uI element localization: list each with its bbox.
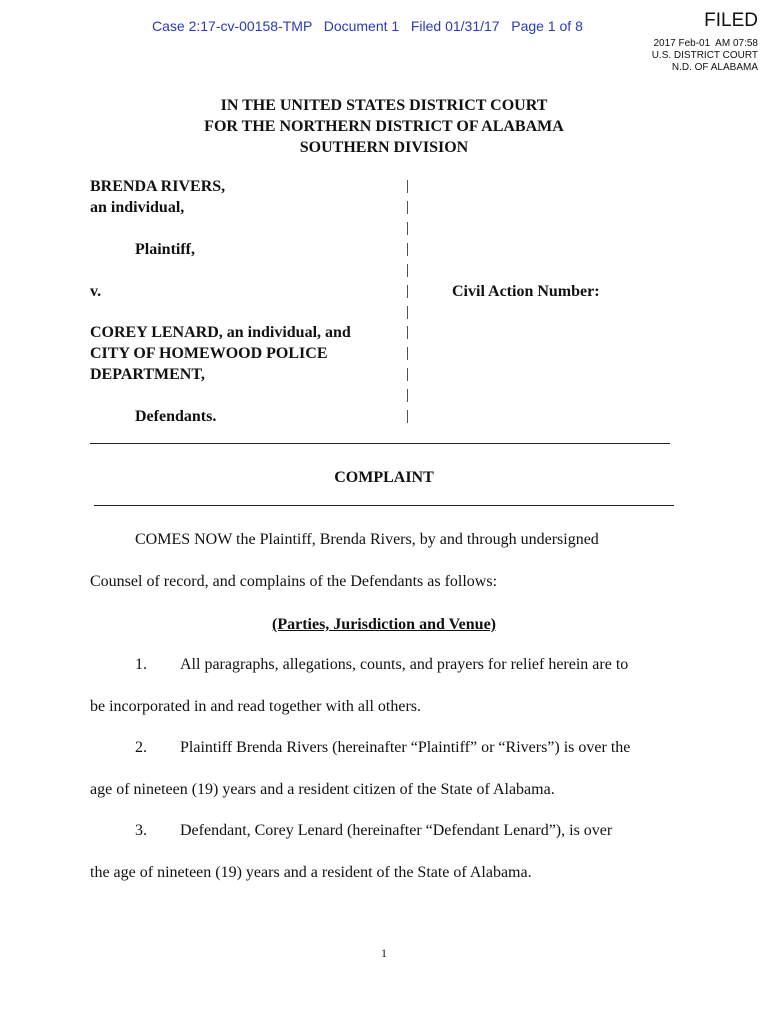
paragraph-1-line-2: be incorporated in and read together with all others. [90,698,421,715]
plaintiff-name: BRENDA RIVERS, [90,178,226,195]
court-heading-line-1: IN THE UNITED STATES DISTRICT COURT [220,97,548,114]
paragraph-2-line-1: Plaintiff Brenda Rivers (hereinafter “Plaintiff” or “Rivers”) is over the [180,739,631,756]
defendant-line-2: CITY OF HOMEWOOD POLICE [90,345,328,362]
intro-line-1: COMES NOW the Plaintiff, Brenda Rivers, by and through undersigned [135,531,599,548]
court-heading-line-2: FOR THE NORTHERN DISTRICT OF ALABAMA [204,118,564,135]
separator-bar: | [406,199,410,215]
filed-stamp-court: U.S. DISTRICT COURT [651,50,758,61]
plaintiff-role: Plaintiff, [135,241,195,258]
case-header-line: Case 2:17-cv-00158-TMP Document 1 Filed 01/31/17 Page 1 of 8 [152,18,583,34]
paragraph-3-line-1: Defendant, Corey Lenard (hereinafter “Defendant Lenard”), is over [180,822,613,839]
civil-action-number-label: Civil Action Number: [452,283,600,300]
filed-stamp-date: 2017 Feb-01 AM 07:58 [653,38,758,49]
paragraph-1-line-1: All paragraphs, allegations, counts, and prayers for relief herein are to [180,656,629,673]
document-title: COMPLAINT [334,469,434,486]
separator-bar: | [406,387,410,403]
separator-bar: | [406,366,410,382]
paragraph-number: 1. [135,656,147,673]
separator-bar: | [406,262,410,278]
defendant-line-3: DEPARTMENT, [90,366,205,383]
paragraph-number: 3. [135,822,147,839]
page-number: 1 [381,946,387,960]
separator-bar: | [406,324,410,340]
plaintiff-description: an individual, [90,199,185,216]
separator-bar: | [406,304,410,320]
paragraph-3-line-2: the age of nineteen (19) years and a resident of the State of Alabama. [90,864,532,881]
versus: v. [90,283,102,300]
separator-bar: | [406,283,410,299]
defendant-role: Defendants. [135,408,217,425]
defendant-line-1: COREY LENARD, an individual, and [90,324,351,341]
paragraph-number: 2. [135,739,147,756]
separator-bar: | [406,178,410,194]
filed-stamp [652,38,758,74]
caption-divider [90,443,670,444]
title-divider [94,505,674,506]
separator-bar: | [406,345,410,361]
court-heading [0,95,768,158]
court-heading-line-3: SOUTHERN DIVISION [299,139,469,156]
filed-stamp-district: N.D. OF ALABAMA [671,62,758,73]
separator-bar: | [406,408,410,424]
separator-bar: | [406,241,410,257]
separator-bar: | [406,220,410,236]
section-heading: (Parties, Jurisdiction and Venue) [271,616,496,633]
paragraph-2-line-2: age of nineteen (19) years and a resident citizen of the State of Alabama. [90,781,555,798]
intro-line-2: Counsel of record, and complains of the Defendants as follows: [90,573,498,590]
filed-stamp-title: FILED [704,10,758,31]
